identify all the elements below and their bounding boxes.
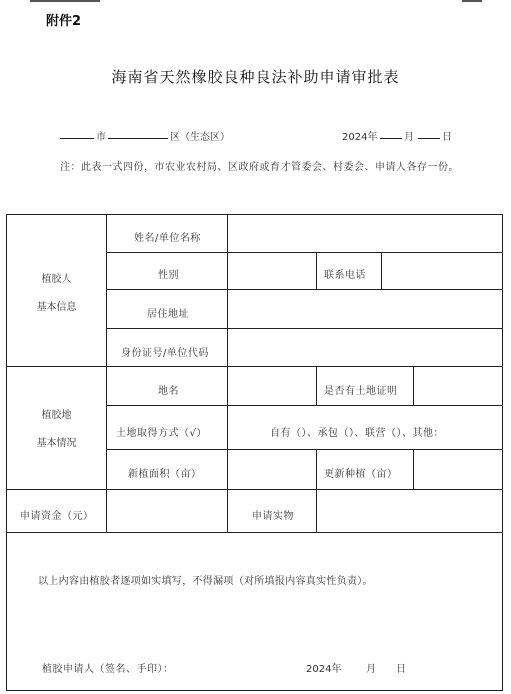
declaration-year: 2024年 — [306, 664, 342, 675]
district-blank[interactable] — [108, 128, 168, 139]
land-cert-value-cell[interactable] — [413, 366, 503, 406]
id-value-cell[interactable] — [227, 328, 503, 367]
day-label: 日 — [442, 132, 452, 143]
goods-value-cell[interactable] — [316, 489, 503, 533]
land-cert-label: 是否有土地证明 — [324, 386, 398, 397]
form-title: 海南省天然橡胶良种良法补助申请审批表 — [111, 68, 400, 86]
year-label: 2024年 — [342, 132, 378, 143]
gender-value-cell[interactable] — [227, 252, 317, 290]
city-label: 市 — [96, 132, 106, 143]
annex-label: 附件2 — [46, 14, 82, 29]
name-value-cell[interactable] — [227, 214, 503, 253]
top-rule-left — [30, 0, 100, 2]
acquire-options: 自有（）、承包（）、联营（）、其他： — [270, 428, 444, 439]
renew-area-label: 更新种植（亩） — [324, 469, 398, 480]
declaration-month: 月 — [366, 664, 376, 675]
planter-section-label: 植胶人 基本信息 — [36, 274, 77, 313]
address-value-cell[interactable] — [227, 289, 503, 329]
declaration-statement: 以上内容由植胶者逐项如实填写，不得漏项（对所填报内容真实性负责）。 — [38, 576, 373, 587]
renew-area-value-cell[interactable] — [413, 449, 503, 490]
address-label: 居住地址 — [147, 309, 189, 320]
gender-label: 性别 — [158, 270, 179, 281]
funds-value-cell[interactable] — [106, 489, 228, 533]
top-rule-right — [462, 0, 482, 2]
goods-label: 申请实物 — [252, 511, 294, 522]
month-label: 月 — [404, 132, 414, 143]
new-area-value-cell[interactable] — [227, 449, 317, 490]
new-area-label: 新植面积（亩） — [128, 469, 202, 480]
day-blank[interactable] — [418, 128, 440, 139]
district-label: 区（生态区） — [170, 132, 230, 143]
place-label: 地名 — [158, 386, 179, 397]
funds-label: 申请资金（元） — [20, 511, 94, 522]
name-label: 姓名/单位名称 — [134, 233, 201, 244]
declaration-day: 日 — [396, 664, 406, 675]
applicant-signature-label: 植胶申请人（签名、手印）： — [42, 664, 174, 675]
form-note: 注：此表一式四份，市农业农村局、区政府或育才管委会、村委会、申请人各存一份。 — [60, 162, 459, 173]
id-label: 身份证号/单位代码 — [121, 348, 209, 359]
place-value-cell[interactable] — [227, 366, 317, 406]
phone-value-cell[interactable] — [381, 252, 503, 290]
land-section-label: 植胶地 基本情况 — [36, 410, 77, 449]
phone-label: 联系电话 — [324, 270, 366, 281]
month-blank[interactable] — [380, 128, 402, 139]
acquire-label: 土地取得方式（√） — [116, 428, 207, 439]
city-blank[interactable] — [60, 128, 94, 139]
